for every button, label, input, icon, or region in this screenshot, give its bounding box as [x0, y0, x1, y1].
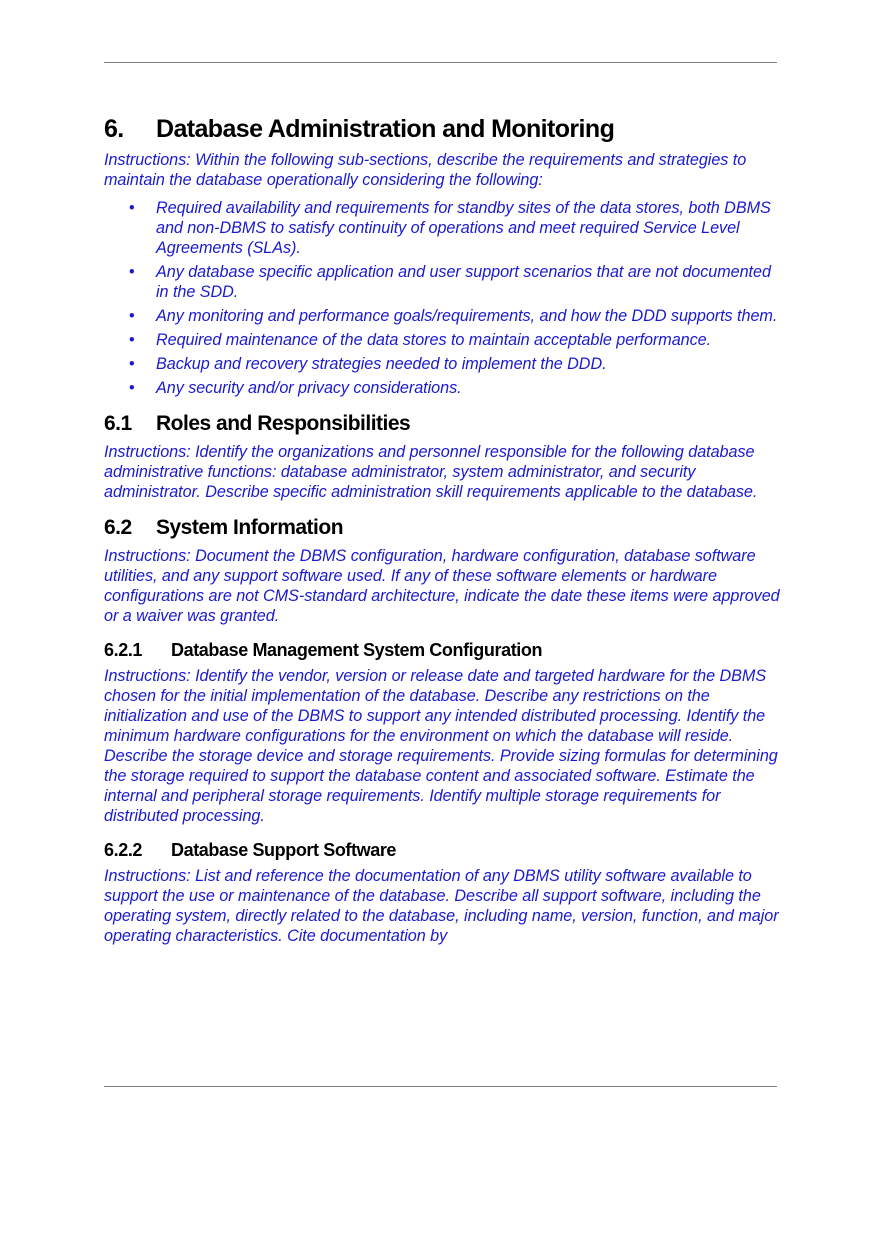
list-item [104, 198, 780, 258]
section-title: System Information [156, 516, 344, 539]
footer-rule [104, 1086, 777, 1087]
bullet-list [104, 198, 780, 398]
section-instructions: Instructions: Within the following sub-sections, describe the requirements and strategies to maintain the database operationally considering the following: [104, 151, 747, 189]
list-item-text: Required maintenance of the data stores to maintain acceptable performance. [156, 331, 712, 349]
bullet-icon: • [129, 379, 135, 397]
document-body [104, 112, 780, 946]
bullet-icon: • [129, 307, 135, 325]
bullet-icon: • [129, 263, 135, 281]
section-title: Roles and Responsibilities [156, 412, 411, 435]
section-title: Database Support Software [171, 840, 397, 860]
section-heading-6 [104, 112, 780, 146]
section-title: Database Management System Configuration [171, 640, 543, 660]
section-number: 6.2.1 [104, 640, 143, 660]
section-number: 6.2 [104, 516, 132, 539]
section-number: 6.1 [104, 412, 132, 435]
bullet-icon: • [129, 199, 135, 217]
section-title: Database Administration and Monitoring [156, 115, 615, 143]
list-item [104, 306, 780, 326]
section-instructions: Instructions: Document the DBMS configuration, hardware configuration, database software utilities, and any support software used. If any of these software elements or hardware configurations are not CMS-standard architecture, indicate the date these items were approved or a waiver was granted. [104, 547, 780, 625]
list-item-text: Required availability and requirements for standby sites of the data stores, both DBMS and non-DBMS to satisfy continuity of operations and meet required Service Level Agreements (SLAs). [156, 199, 771, 257]
list-item-text: Any security and/or privacy considerations. [156, 379, 462, 397]
section-instructions: Instructions: Identify the organizations and personnel responsible for the following database administrative functions: database administrator, system administrator, and security administrator. Describe specific administration skill requirements applicable to the database. [104, 443, 758, 501]
list-item [104, 378, 780, 398]
section-instructions: Instructions: List and reference the documentation of any DBMS utility software available to support the use or maintenance of the database. Describe all support software, including the operating system, directly related to the database, including name, version, function, and major operating characteristics. Cite documentation by [104, 867, 779, 945]
bullet-icon: • [129, 355, 135, 373]
section-heading-6-2-2 [104, 838, 780, 862]
bullet-icon: • [129, 331, 135, 349]
list-item [104, 262, 780, 302]
section-instructions: Instructions: Identify the vendor, version or release date and targeted hardware for the DBMS chosen for the initial implementation of the database. Describe any restrictions on the initialization and use of the DBMS to support any intended distributed processing. Identify the minimum hardware configurations for the environment on which the database will reside. Describe the storage device and storage requirements. Provide sizing formulas for determining the storage required to support the database content and associated software. Estimate the internal and peripheral storage requirements. Identify multiple storage requirements for distributed processing. [104, 667, 778, 825]
section-heading-6-1 [104, 410, 780, 438]
list-item-text: Any database specific application and user support scenarios that are not documented in the SDD. [156, 263, 771, 301]
section-number: 6. [104, 115, 124, 143]
section-number: 6.2.2 [104, 840, 143, 860]
header-rule [104, 62, 777, 63]
section-heading-6-2 [104, 514, 780, 542]
list-item [104, 330, 780, 350]
section-heading-6-2-1 [104, 638, 780, 662]
list-item-text: Backup and recovery strategies needed to implement the DDD. [156, 355, 607, 373]
list-item [104, 354, 780, 374]
list-item-text: Any monitoring and performance goals/requirements, and how the DDD supports them. [156, 307, 778, 325]
